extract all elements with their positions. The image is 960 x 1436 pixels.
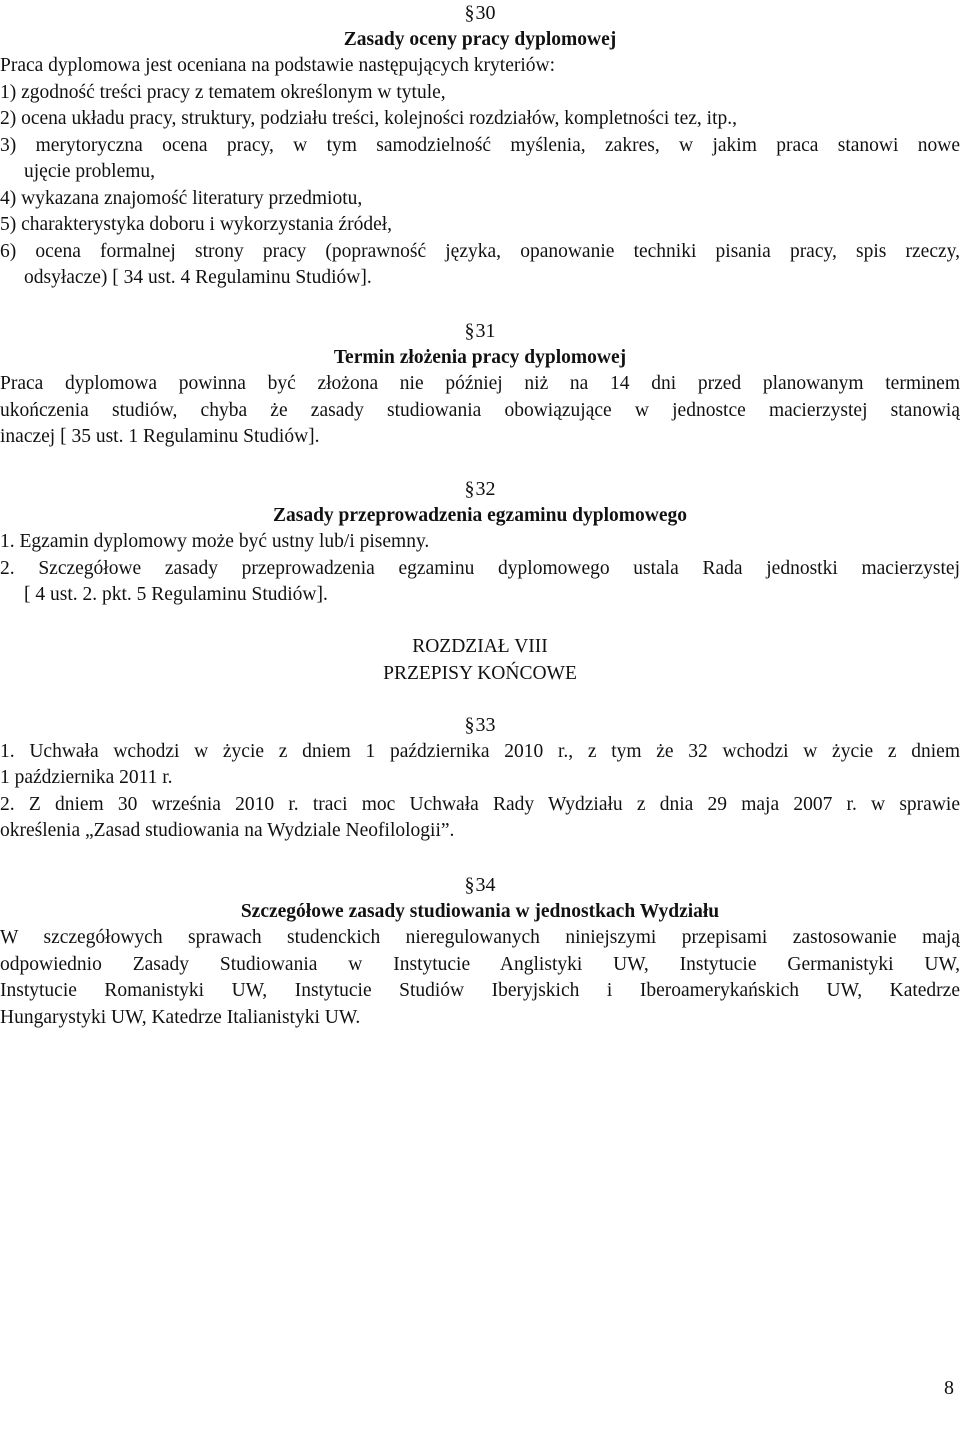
section-32 (0, 476, 960, 609)
section-31 (0, 318, 960, 451)
list-item-continuation: [ 4 ust. 2. pkt. 5 Regulaminu Studiów]. (24, 584, 328, 605)
body-line: Praca dyplomowa powinna być złożona nie później niż na 14 dni przed planowanym terminem (0, 373, 960, 394)
paragraph-number: §34 (464, 874, 496, 896)
section-intro: Praca dyplomowa jest oceniana na podstawie następujących kryteriów: (0, 55, 556, 76)
body-line: inaczej [ 35 ust. 1 Regulaminu Studiów]. (0, 426, 320, 447)
list-item: 2. Z dniem 30 września 2010 r. traci moc Uchwała Rady Wydziału z dnia 29 maja 2007 r. w sprawie (0, 793, 960, 815)
paragraph-number: §31 (464, 320, 496, 342)
list-item: 2. Szczegółowe zasady przeprowadzenia egzaminu dyplomowego ustala Rada jednostki macierzystej (0, 557, 960, 579)
section-34 (0, 872, 960, 1031)
list-item: 4) wykazana znajomość literatury przedmiotu, (0, 187, 363, 209)
section-title: Zasady oceny pracy dyplomowej (343, 28, 617, 50)
list-item-continuation: odsyłacze) [ 34 ust. 4 Regulaminu Studiów]. (24, 267, 372, 288)
list-item: 2) ocena układu pracy, struktury, podziału treści, kolejności rozdziałów, kompletności tez, itp., (0, 108, 737, 129)
list-item: 1. Egzamin dyplomowy może być ustny lub/i pisemny. (0, 531, 430, 552)
chapter-label: ROZDZIAŁ VIII (412, 636, 548, 657)
body-line: Hungarystyki UW, Katedrze Italianistyki UW. (0, 1006, 361, 1028)
list-item-continuation: 1 października 2011 r. (0, 767, 173, 788)
section-33 (0, 712, 960, 845)
paragraph-number: §33 (464, 714, 496, 736)
section-title: Szczegółowe zasady studiowania w jednostkach Wydziału (240, 900, 720, 922)
section-title: Termin złożenia pracy dyplomowej (333, 346, 627, 368)
list-item: 3) merytoryczna ocena pracy, w tym samodzielność myślenia, zakres, w jakim praca stanowi nowe (0, 134, 960, 156)
body-line: odpowiednio Zasady Studiowania w Instytucie Anglistyki UW, Instytucie Germanistyki UW, (0, 953, 960, 975)
chapter-title: PRZEPISY KOŃCOWE (383, 662, 577, 684)
list-item: 6) ocena formalnej strony pracy (poprawność języka, opanowanie techniki pisania pracy, spis rzeczy, (0, 240, 960, 262)
list-item: 1. Uchwała wchodzi w życie z dniem 1 października 2010 r., z tym że 32 wchodzi w życie z dniem (0, 740, 960, 762)
list-item-continuation: określenia „Zasad studiowania na Wydziale Neofilologii”. (0, 820, 455, 841)
page-number: 8 (944, 1377, 954, 1399)
chapter-heading (0, 634, 960, 687)
list-item-continuation: ujęcie problemu, (24, 161, 156, 182)
paragraph-number: §32 (464, 478, 496, 500)
section-30 (0, 0, 960, 292)
paragraph-number: §30 (464, 2, 496, 24)
body-line: Instytucie Romanistyki UW, Instytucie Studiów Iberyjskich i Iberoamerykańskich UW, Katedrze (0, 980, 960, 1001)
section-title: Zasady przeprowadzenia egzaminu dyplomowego (272, 504, 688, 526)
list-item: 5) charakterystyka doboru i wykorzystania źródeł, (0, 214, 393, 235)
list-item: 1) zgodność treści pracy z tematem określonym w tytule, (0, 81, 446, 103)
body-line: ukończenia studiów, chyba że zasady studiowania obowiązujące w jednostce macierzystej stanowią (0, 399, 960, 421)
body-line: W szczegółowych sprawach studenckich nieregulowanych niniejszymi przepisami zastosowanie mają (0, 927, 960, 948)
